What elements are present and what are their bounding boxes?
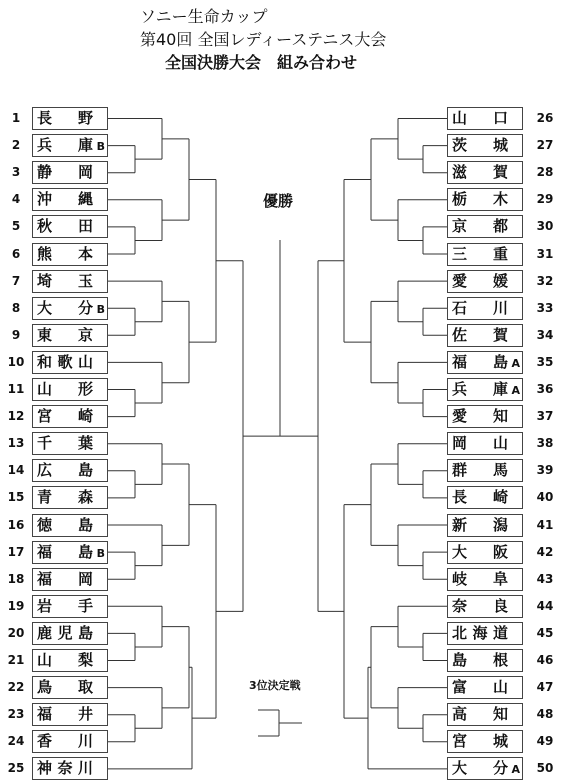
team-number: 15 <box>7 490 25 505</box>
team-name: 愛 媛 <box>452 271 508 290</box>
team-number: 3 <box>11 165 21 180</box>
team-name: 宮 城 <box>452 732 508 751</box>
team-number: 37 <box>536 409 554 424</box>
team-name: 山 形 <box>37 380 93 398</box>
team-name: 岩 手 <box>37 596 93 615</box>
team-name: 長 崎 <box>452 488 508 507</box>
team-number: 44 <box>536 598 554 613</box>
team-name: 京 都 <box>452 217 508 236</box>
team-name: 北 海 道 <box>452 623 508 642</box>
team-number: 10 <box>7 354 25 369</box>
team-number: 28 <box>536 165 554 180</box>
team-name: 青 森 <box>37 488 93 507</box>
team-number: 11 <box>7 382 25 396</box>
team-name: 大 分 <box>37 298 93 317</box>
team-number: 25 <box>7 761 25 776</box>
team-number: 50 <box>536 761 554 776</box>
team-name: 宮 崎 <box>37 407 93 426</box>
team-number: 27 <box>536 138 554 153</box>
team-name: 滋 賀 <box>452 163 508 182</box>
team-name: 神 奈 川 <box>37 759 93 778</box>
team-suffix: B <box>96 140 105 154</box>
team-name: 千 葉 <box>37 434 93 453</box>
team-number: 41 <box>536 517 554 532</box>
team-number: 5 <box>11 219 21 234</box>
team-name: 栃 木 <box>452 190 508 209</box>
team-number: 26 <box>536 111 554 125</box>
team-name: 新 潟 <box>452 515 508 534</box>
team-number: 43 <box>536 571 554 586</box>
team-number: 18 <box>7 571 25 586</box>
team-number: 36 <box>536 382 554 396</box>
team-name: 佐 賀 <box>452 325 508 344</box>
team-name: 山 梨 <box>37 651 93 669</box>
team-number: 20 <box>7 625 25 640</box>
team-number: 39 <box>536 463 554 478</box>
team-suffix: A <box>511 763 520 777</box>
team-number: 23 <box>7 707 25 722</box>
team-name: 岡 山 <box>452 434 508 453</box>
team-number: 19 <box>7 598 25 613</box>
team-name: 福 井 <box>37 705 93 724</box>
team-number: 22 <box>7 680 25 695</box>
team-name: 群 馬 <box>452 461 508 480</box>
team-name: 長 野 <box>37 109 93 127</box>
team-name: 富 山 <box>452 678 508 697</box>
team-name: 秋 田 <box>37 217 93 236</box>
team-name: 高 知 <box>452 705 508 724</box>
team-name: 福 島 <box>452 352 508 371</box>
team-name: 徳 島 <box>37 515 93 534</box>
team-name: 福 島 <box>37 542 93 561</box>
team-suffix: B <box>96 302 105 316</box>
team-name: 東 京 <box>37 325 93 344</box>
team-name: 埼 玉 <box>37 271 93 290</box>
team-number: 46 <box>536 653 554 667</box>
team-number: 8 <box>11 300 21 315</box>
team-number: 17 <box>7 544 25 559</box>
team-number: 9 <box>11 327 21 342</box>
bracket-subtitle: 全国決勝大会 組み合わせ <box>165 53 358 72</box>
team-number: 33 <box>536 300 554 315</box>
team-name: 岐 阜 <box>452 569 508 588</box>
team-name: 福 岡 <box>37 569 93 588</box>
team-number: 38 <box>536 436 554 451</box>
team-name: 香 川 <box>37 732 93 751</box>
team-number: 14 <box>7 463 25 478</box>
team-name: 三 重 <box>452 244 508 263</box>
team-number: 16 <box>7 517 25 532</box>
team-number: 4 <box>11 192 21 207</box>
team-name: 石 川 <box>452 298 508 317</box>
team-number: 6 <box>11 246 21 261</box>
team-number: 12 <box>7 409 25 424</box>
tournament-title: 第40回 全国レディーステニス大会 <box>140 30 387 49</box>
team-name: 沖 縄 <box>37 190 93 209</box>
team-number: 2 <box>11 138 21 153</box>
third-place-label: 3位決定戦 <box>249 679 301 692</box>
team-number: 32 <box>536 273 554 288</box>
team-number: 30 <box>536 219 554 234</box>
team-number: 42 <box>536 544 554 559</box>
team-name: 静 岡 <box>37 163 93 182</box>
team-number: 1 <box>11 111 21 125</box>
team-number: 31 <box>536 246 554 261</box>
team-number: 21 <box>7 653 25 667</box>
team-name: 島 根 <box>452 651 508 669</box>
team-name: 山 口 <box>452 109 508 127</box>
team-number: 35 <box>536 354 554 369</box>
team-number: 40 <box>536 490 554 505</box>
champion-label: 優勝 <box>263 192 294 210</box>
team-number: 34 <box>536 327 554 342</box>
team-name: 兵 庫 <box>452 380 508 398</box>
team-name: 熊 本 <box>37 244 93 263</box>
team-name: 兵 庫 <box>37 136 93 155</box>
team-number: 45 <box>536 625 554 640</box>
team-number: 48 <box>536 707 554 722</box>
team-name: 広 島 <box>37 461 93 480</box>
team-name: 大 阪 <box>452 542 508 561</box>
team-name: 大 分 <box>452 759 508 778</box>
team-name: 和 歌 山 <box>37 352 93 371</box>
team-name: 愛 知 <box>452 407 508 426</box>
team-number: 47 <box>536 680 554 695</box>
team-suffix: B <box>96 546 105 560</box>
team-number: 29 <box>536 192 554 207</box>
team-number: 13 <box>7 436 25 451</box>
team-name: 鹿 児 島 <box>37 623 93 642</box>
team-suffix: A <box>511 384 520 397</box>
tournament-sponsor-title: ソニー生命カップ <box>140 7 268 26</box>
team-suffix: A <box>511 356 520 370</box>
team-name: 鳥 取 <box>37 678 93 697</box>
team-number: 24 <box>7 734 25 749</box>
team-name: 奈 良 <box>452 596 508 615</box>
team-number: 7 <box>11 273 21 288</box>
team-name: 茨 城 <box>452 136 508 155</box>
team-number: 49 <box>536 734 554 749</box>
